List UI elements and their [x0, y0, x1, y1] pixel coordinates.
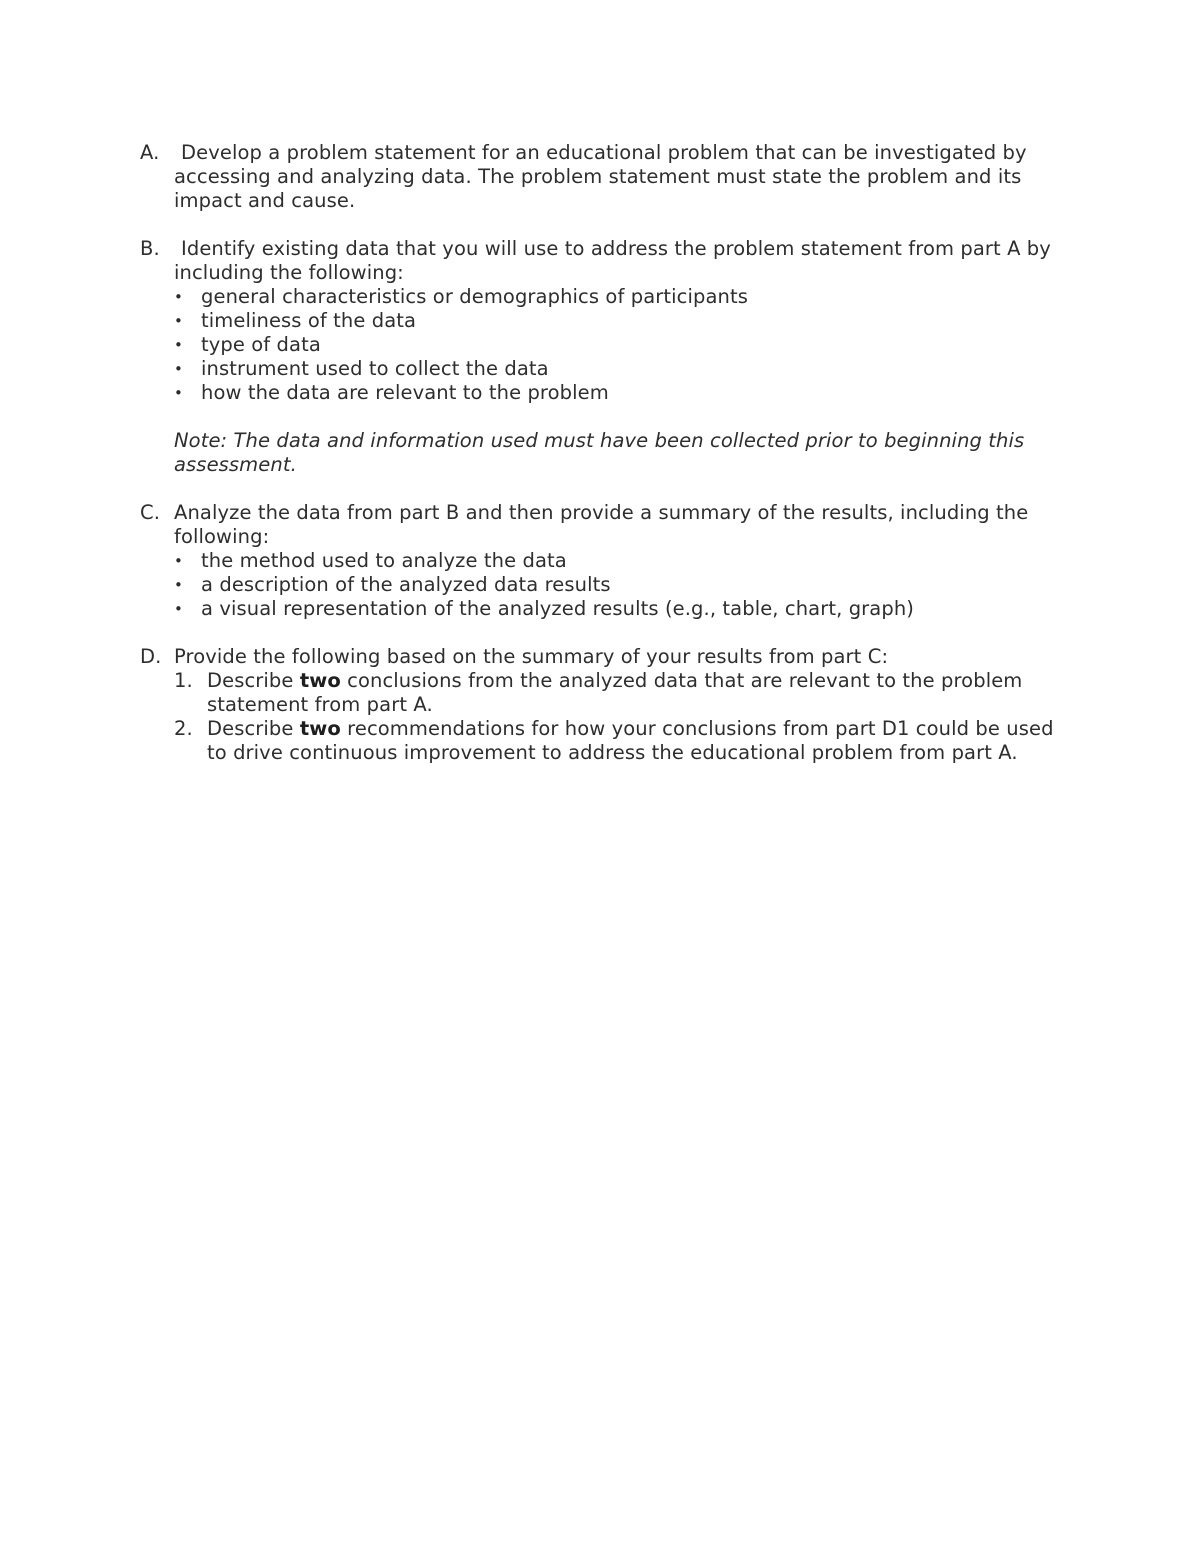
list-item-text: instrument used to collect the data [201, 357, 549, 380]
item-text-pre: Describe [207, 669, 300, 692]
section-b [140, 237, 1060, 477]
list-item-text: timeliness of the data [201, 309, 417, 332]
list-item-text: a description of the analyzed data results [201, 573, 611, 596]
section-letter: B. [140, 237, 160, 260]
list-item-text: general characteristics or demographics of participants [201, 285, 748, 308]
bullet-icon: • [174, 600, 183, 618]
list-item [174, 717, 1060, 765]
bullet-icon: • [174, 288, 183, 306]
list-item [174, 597, 1060, 621]
section-d [140, 645, 1060, 765]
item-number: 1. [174, 669, 193, 692]
bullet-list [174, 285, 1060, 405]
list-item [174, 549, 1060, 573]
list-item-text: type of data [201, 333, 321, 356]
bullet-icon: • [174, 336, 183, 354]
numbered-list [174, 669, 1060, 765]
bullet-list [174, 549, 1060, 621]
item-number: 2. [174, 717, 193, 740]
bullet-icon: • [174, 384, 183, 402]
list-item [174, 357, 1060, 381]
item-emphasis: two [299, 717, 341, 740]
section-a [140, 141, 1060, 213]
section-letter: A. [140, 141, 160, 164]
section-text: Analyze the data from part B and then provide a summary of the results, including the following: [174, 501, 1029, 548]
bullet-icon: • [174, 576, 183, 594]
item-text-post: conclusions from the analyzed data that are relevant to the problem statement from part A. [207, 669, 1023, 716]
list-item [174, 573, 1060, 597]
section-text: Provide the following based on the summary of your results from part C: [174, 645, 889, 668]
section-letter: C. [140, 501, 161, 524]
list-item [174, 381, 1060, 405]
section-text: Develop a problem statement for an educational problem that can be investigated by accessing and analyzing data. The problem statement must state the problem and its impact and cause. [174, 141, 1027, 212]
section-text: Identify existing data that you will use to address the problem statement from part A by including the following: [174, 237, 1051, 284]
item-text-pre: Describe [207, 717, 300, 740]
list-item-text: how the data are relevant to the problem [201, 381, 609, 404]
bullet-icon: • [174, 552, 183, 570]
item-emphasis: two [299, 669, 341, 692]
list-item [174, 333, 1060, 357]
list-item [174, 309, 1060, 333]
list-item-text: a visual representation of the analyzed results (e.g., table, chart, graph) [201, 597, 914, 620]
list-item [174, 285, 1060, 309]
list-item [174, 669, 1060, 717]
bullet-icon: • [174, 360, 183, 378]
list-item-text: the method used to analyze the data [201, 549, 567, 572]
item-text-post: recommendations for how your conclusions from part D1 could be used to drive continuous improvement to address the educational problem from part A. [207, 717, 1054, 764]
assessment-note: Note: The data and information used must have been collected prior to beginning this assessment. [174, 429, 1025, 476]
section-letter: D. [140, 645, 162, 668]
section-c [140, 501, 1060, 621]
task-instructions [140, 141, 1060, 789]
bullet-icon: • [174, 312, 183, 330]
